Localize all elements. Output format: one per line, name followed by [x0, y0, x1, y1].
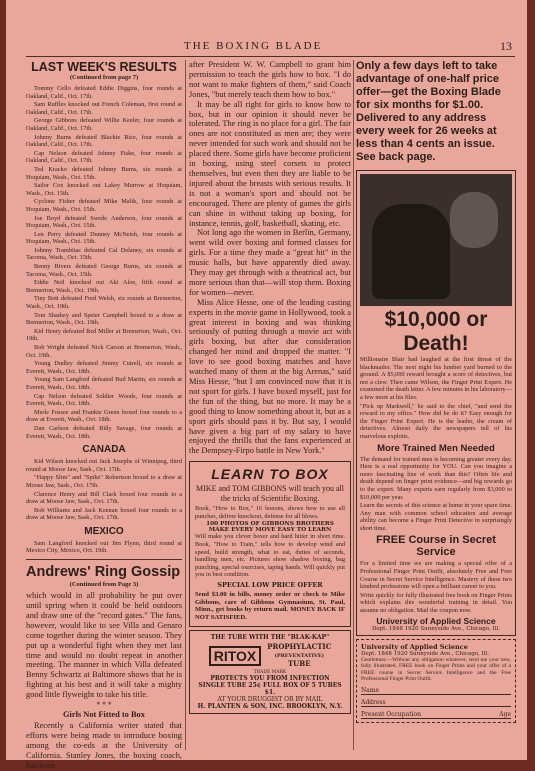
column-divider [353, 60, 354, 750]
present-label: Present Occupation [361, 710, 421, 718]
page-header [6, 40, 527, 54]
ritox-protects: PROTECTS YOU FROM INFECTION [210, 675, 330, 683]
result-item: Sailor Cox knocked out Lakey Murrow at Hoquiam, Wash., Oct. 15th. [26, 182, 182, 197]
ad-story-2: "Pick up Markwell," he said to the chief, "and send the reward to my office." How did he do it? Easy enough for the Finger Print Expert. He is the leader, the cream of detectives. Almost daily the newspapers tell of his marvelous exploits. [360, 402, 512, 440]
ritox-ad [189, 630, 351, 714]
mexico-heading: MEXICO [84, 525, 124, 537]
canada-heading: CANADA [82, 444, 126, 456]
result-item: Kid Henry defeated Red Miller at Bremerton, Wash., Oct. 19th. [26, 327, 182, 343]
university-name: University of Applied Science [376, 615, 496, 626]
result-item: George Gibbons defeated Willie Keeler, four rounds at Oakland, Calif., Oct. 17th. [26, 117, 182, 132]
coupon-body: Gentlemen:—Without any obligation whatever, send me your new, fully illustrated, FREE book on Finger Prints and your offer of a FREE course in Secret Service Intelligence and the Free Professional Finger Print Outfit. [361, 656, 511, 683]
result-item: Joe Boyd defeated Swede Anderson, four rounds at Hoquiam, Wash., Oct. 15th. [26, 214, 182, 230]
ad-body: Book, "How to Box," 16 lessons, shows how to use all punches, deliver knockout, defense for all blows. [195, 505, 345, 520]
ritox-tm: TRADE MARK [253, 670, 287, 676]
ritox-price: SINGLE TUBE 25¢ FULL BOX OF 5 TUBES $1. [198, 682, 342, 697]
girls-text: Recently a California writer stated that efforts were being made to introduce boxing among the co-eds at the University of California. Stanley Jones, the boxing coach, has been [26, 721, 182, 770]
subhead-girls: Girls Not Fitted to Box [63, 710, 145, 720]
result-item: Cap Nelson defeated Johnny Fiske, four rounds at Oakland, Calif., Oct. 17th. [26, 149, 182, 165]
result-item: Tiny Bott defeated Fred Welsh, six rounds at Bremerton, Wash., Oct. 19th. [26, 295, 182, 311]
name-field[interactable] [361, 687, 511, 695]
coupon-dept: Dept. 1848 1920 Sunnyside Ave., Chicago, Ill. [361, 650, 489, 657]
result-item: Cyclone Fisher defeated Mike Malik, four rounds at Hoquiam, Wash., Oct. 15th. [26, 198, 182, 213]
ritox-maker: H. PLANTEN & SON, INC. BROOKLYN, N.Y. [197, 703, 343, 711]
result-item: "Happy Slim" and "Spike" Robertson boxed to a draw at Moose Jaw, Sask., Oct. 17th. [26, 474, 182, 489]
write-text: Write quickly for fully illustrated free book on Finger Prints which explains this wonderful training in detail. You assume no obligation. Mail the coupon now. [360, 591, 512, 615]
article-text-3: Not long ago the women in Berlin, Germany, went wild over boxing and formed classes for girls. For a time they made a "great hit" in the music halls, but have apparently died away. They may get through with a theatrical act, but more serious than that—will stop them. Boxing for women—never. [189, 228, 351, 297]
ad-offer: SPECIAL LOW PRICE OFFER [217, 581, 323, 589]
results-title: LAST WEEK'S RESULTS [31, 60, 177, 74]
magazine-page [6, 0, 527, 770]
result-item: Ted Kracko defeated Johnny Burns, six rounds at Hoquiam, Wash., Oct. 15th. [26, 165, 182, 181]
column-middle [189, 60, 351, 750]
result-item: Johnny Burns defeated Blackie Rice, four rounds at Oakland, Calif., Oct. 17th. [26, 133, 182, 149]
ad-photos: 100 PHOTOS OF GIBBONS BROTHERS MAKE EVERY MOVE EASY TO LEARN [206, 521, 334, 534]
page-number: 13 [500, 39, 512, 53]
ad-price: Send $3.00 in bills, money order or check to Mike Gibbons, care of Gibbons Gymnasium, St. Paul, Minn., get books by return mail. MONEY BACK IF NOT SATISFIED. [195, 591, 345, 621]
more-trained-text: The demand for trained men is becoming greater every day. Here is a real opportunity for YOU. Can you imagine a more fascinating line of work than this? Often life and death depend on finger print evidence—and big rewards go to the expert. Many experts earn regularly from $3,000 to $10,000 per year. [360, 455, 512, 501]
result-item: Sam Langford knocked out Jim Flynn, third round at Mexico City, Mexico, Oct. 19th. [26, 539, 182, 555]
coupon-univ: University of Applied Science [361, 642, 468, 651]
result-item: Young Sam Langford defeated Bud Martin, six rounds at Everett, Wash., Oct. 18th. [26, 376, 182, 391]
column-right [356, 60, 516, 750]
ad-subtitle: MIKE and TOM GIBBONS will teach you all the tricks of Scientific Boxing. [196, 484, 344, 503]
result-item: Len Perry defeated Dunney McNeish, four rounds at Hoquiam, Wash., Oct. 15th. [26, 230, 182, 246]
gossip-continued: (Continued from Page 3) [69, 581, 139, 589]
result-item: Merle Fossee and Frankie Green boxed four rounds to a draw at Everett, Wash., Oct. 18th. [26, 408, 182, 424]
free-course-text: For a limited time we are making a special offer of a Professional Finger Print Outfit, absolutely Free and Free Course in Secret Service Intelligence. Mastery of these two kindred professions will open a brilliant career to you. [360, 560, 512, 591]
ritox-tube: TUBE [287, 659, 311, 669]
occupation-field[interactable] [361, 711, 511, 719]
more-trained-text-2: Learn the secrets of this science at home in your spare time. Any man with common school education and average ability can become a Finger Print Detective in surprisingly short time. [360, 502, 512, 532]
age-label: Age [499, 710, 511, 718]
result-item: Dan Carlson defeated Billy Savage, four rounds at Everett, Wash., Oct. 18th. [26, 424, 182, 440]
result-item: Bob Wright defeated Nick Carson at Bremerton, Wash., Oct. 19th. [26, 344, 182, 359]
results-continued: (Continued from page 7) [69, 74, 139, 81]
gossip-text: which would in all probability be put over until spring when it could be held outdoors and draw one of the "record gates." The fans, however, would like to see Villa and Genaro come together during the winter season. They put up a wonderful fight when they met last time and would no doubt repeat in another meeting. The manner in which Villa defeated Benny Schwartz at Baltimore shows that he is fighting at his best and it will take a mighty good little flyweight to take his title. [26, 591, 182, 700]
ritox-where: AT YOUR DRUGGIST OR BY MAIL [217, 696, 323, 704]
result-item: Benny Rivers defeated George Burns, six rounds at Tacoma, Wash., Oct. 15th. [26, 263, 182, 278]
learn-to-box-ad [189, 461, 351, 627]
coupon[interactable] [356, 639, 516, 723]
more-trained-title: More Trained Men Needed [377, 442, 495, 454]
result-item: Cap Nelson defeated Soldier Woods, four rounds at Everett, Wash., Oct. 18th. [26, 392, 182, 408]
ad-headline: $10,000 or Death! [384, 308, 488, 355]
result-item: Tommy Cello defeated Eddie Diggins, four rounds at Oakland, Calif., Oct. 17th. [26, 85, 182, 100]
column-divider [185, 60, 186, 750]
canada-list [26, 458, 182, 522]
result-item: Clarence Henry and Bill Clark boxed four rounds to a draw at Moose Jaw, Sask., Oct. 17th. [26, 490, 182, 506]
finger-print-ad [356, 170, 516, 636]
ritox-logo: RITOX [209, 646, 262, 666]
result-item: Eddie Neil knocked out Aki Aloe, fifth round at Bremerton, Wash., Oct. 19th. [26, 279, 182, 294]
result-item: Bob Williams and Jack Keenan boxed four rounds to a draw at Moose Jaw, Sask., Oct. 17th. [26, 506, 182, 522]
article-text-1: after President W. W. Campbell to grant him permission to teach the girls how to box. "I do not want to make fighters of them," said Coach Jones, "but merely teach them how to box." [189, 60, 351, 99]
ad-photo [360, 174, 512, 306]
result-item: Sam Ruffles knocked out French Coleman, first round at Oakland, Calif., Oct. 17th. [26, 101, 182, 116]
result-item: Johnny Trambitas defeated Cal Delaney, six rounds at Tacoma, Wash., Oct. 15th. [26, 246, 182, 262]
result-item: Young Dudley defeated Jimmy Cutrell, six rounds at Everett, Wash., Oct. 18th. [26, 360, 182, 375]
mexico-list [26, 540, 182, 555]
name-label: Name [361, 686, 380, 694]
article-text-2: It may be all right for girls to know how to box, but in our opinion it should never be tolerated. The ring is no place for a girl. The fair ones are not constituted as men are; they were never intended for such work and should not be placed there. Some girls have become proficient in boxing, using steel corsets to protect themselves, but even then they are liable to be injured about the breasts with serious results. It is not a woman's sport and should not be encouraged. There are plenty of games the girls can shine in without taking up boxing, for instance, tennis, golf, basketball, skating, etc. [189, 99, 352, 228]
ad-title: LEARN TO BOX [211, 466, 329, 483]
result-item: Tom Sharkey and Speier Campbell boxed to a draw at Bremerton, Wash., Oct. 19th. [26, 311, 182, 327]
ritox-line1: THE TUBE WITH THE "BLAK-KAP" [210, 634, 330, 642]
subscription-promo: Only a few days left to take advantage of one-half price offer—get the Boxing Blade for six months for $1.00. Delivered to any address every week for 26 weeks at less than 4 cents an issue. See back page. [356, 60, 501, 163]
university-dept: Dept. 1848 1920 Sunnyside Ave., Chicago, Ill. [372, 625, 500, 632]
section-rule [26, 559, 182, 560]
ad-body-2: Will make you clever boxer and hard hitter in short time. Book, "How to Train," tells how to develop wind and speed, build strength, what to eat, duties of seconds, handling men, etc. Pictures show shadow boxing, bag punching, special exercises, taping hands. Will quickly put you in best condition. [195, 533, 345, 579]
results-list [26, 85, 182, 440]
result-item: Kid Wilson knocked out Jack Josephs of Winnipeg, third round at Moose Jaw, Sask., Oct. 17th. [26, 458, 182, 473]
separator-stars: * * * [96, 701, 112, 710]
running-title: THE BOXING BLADE [184, 40, 323, 52]
gossip-title: Andrews' Ring Gossip [26, 564, 181, 581]
free-course-title: FREE Course in Secret Service [376, 534, 496, 559]
article-text-4: Miss Alice Hesse, one of the leading casting experts in the movie game in Hollywood, took a great interest in boxing and was thinking seriously of putting through a movie act with girls boxing, but after due consideration changed her mind and dropped the matter. "I love to see good boxing matches and have watched many of them at the big Arenas," said Miss Hesse, "but I am convinced now that it is not sport for girls. I have boxed myself, just for the fun of the thing, but no more. It may be a good thing to know something about it, but as a sport girls should pass it by. But say, I would have given a big part of my salary to have enjoyed the thrills that the fans experienced at the Dempsey-Firpo battle in New York." [189, 297, 351, 456]
ad-story: Millionaire Blair had laughed at the first threat of the blackmailer. The next night his lumber yard burned to the ground. A $5,000 reward brought a score of detectives, but not a clew. Then came Wilson, the Finger Print Expert. He examined the death letter. A few minutes in his laboratory—a few more at his files. [360, 356, 512, 401]
ritox-kind2: (PREVENTATIVE) [274, 653, 325, 660]
address-field[interactable] [361, 699, 511, 707]
column-left [26, 60, 182, 770]
ritox-kind: PROPHYLACTIC [267, 642, 332, 652]
header-rule [26, 56, 515, 57]
address-label: Address [361, 698, 386, 706]
